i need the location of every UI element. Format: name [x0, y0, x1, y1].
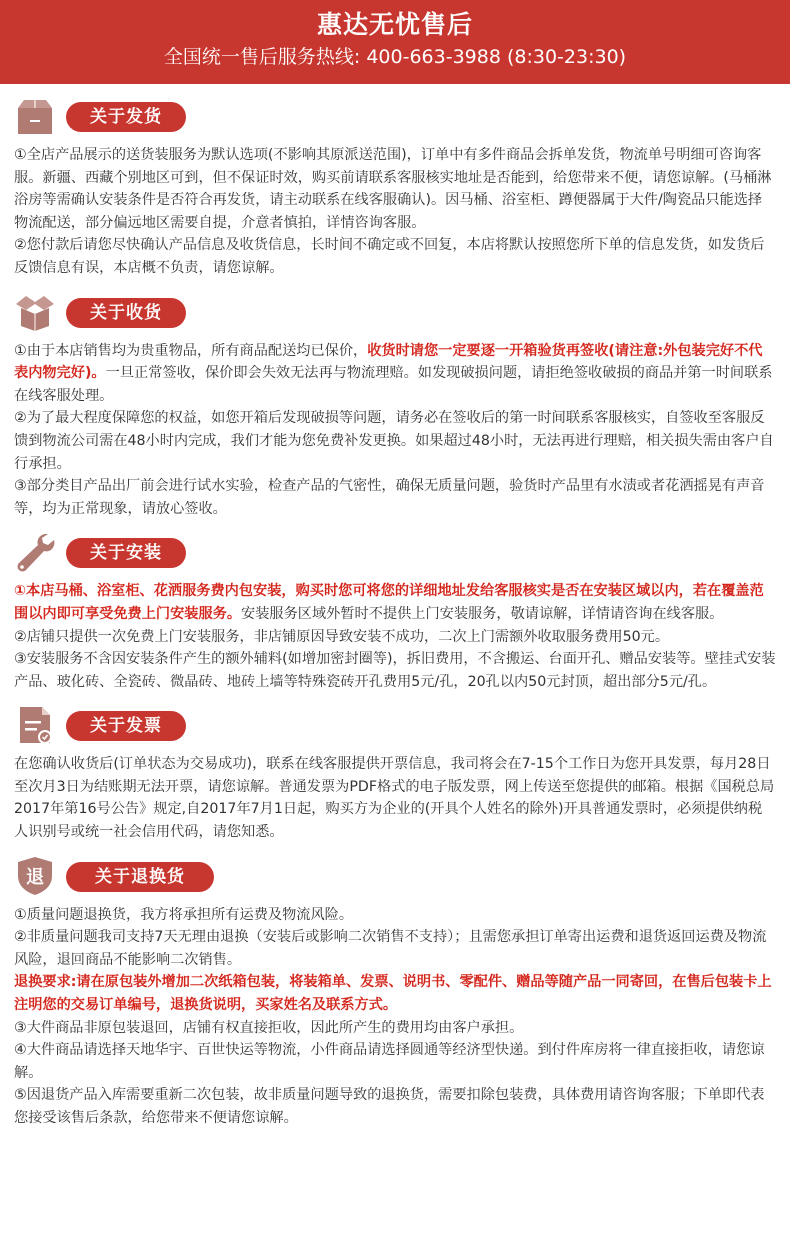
invoice-document-icon — [14, 705, 56, 745]
section-paragraph — [14, 1084, 776, 1129]
paragraph-text: ②为了最大程度保障您的权益，如您开箱后发现破损等问题，请务必在签收后的第一时间联系客服核实，自签收至客服反馈到物流公司需在48小时内完成，我们才能为您免费补发更换。如果超过48小时，无法再进行理赔，相关损失需由客户自行承担。 — [14, 410, 774, 472]
wrench-icon — [14, 532, 56, 572]
section-paragraph — [14, 1017, 776, 1040]
section-body — [0, 580, 790, 693]
open-box-icon — [14, 292, 56, 332]
section-title-pill: 关于发票 — [66, 711, 186, 741]
paragraph-text: 一旦正常签收，保价即会失效无法再与物流理赔。如发现破损问题，请拒绝签收破损的商品并第一时间联系在线客服处理。 — [14, 365, 773, 404]
section-paragraph — [14, 580, 776, 625]
paragraph-text: ②非质量问题我司支持7天无理由退换（安装后或影响二次销售不支持）；且需您承担订单寄出运费和退货返回运费及物流风险，退回商品不能影响二次销售。 — [14, 929, 767, 968]
section-paragraph — [14, 904, 776, 927]
section-paragraph — [14, 648, 776, 693]
paragraph-text: ⑤因退货产品入库需要重新二次包装，故非质量问题导致的退换货，需要扣除包装费，具体费用请咨询客服；下单即代表您接受该售后条款，给您带来不便请您谅解。 — [14, 1087, 765, 1126]
section-paragraph — [14, 407, 776, 475]
section-paragraph — [14, 1039, 776, 1084]
section-paragraph — [14, 234, 776, 279]
section-title-pill: 关于收货 — [66, 298, 186, 328]
section-paragraph — [14, 144, 776, 234]
section-body — [0, 904, 790, 1130]
highlighted-notice-text: 收货时请您一定要逐一开箱验货再签收(请注意:外包装完好不代表内物完好)。 — [14, 342, 763, 382]
section-shipping — [0, 92, 790, 280]
paragraph-text: ①由于本店销售均为贵重物品，所有商品配送均已保价， — [14, 342, 368, 359]
section-receiving — [0, 288, 790, 521]
service-hotline: 全国统一售后服务热线: 400-663-3988 (8:30-23:30) — [163, 46, 627, 68]
paragraph-text: ①全店产品展示的送货装服务为默认选项(不影响其原派送范围)，订单中有多件商品会拆单发货，物流单号明细可咨询客服。新疆、西藏个别地区可到，但不保证时效，购买前请联系客服核实地址是否能到，给您带来不便，请您谅解。(马桶淋浴房等需确认安装条件是否符合再发货，请主动联系在线客服确认)。因马桶、浴室柜、蹲便器属于大件/陶瓷品只能选择物流配送，部分偏远地区需要自提，介意者慎拍，详情咨询客服。 — [14, 147, 772, 231]
paragraph-text: ②您付款后请您尽快确认产品信息及收货信息，长时间不确定或不回复，本店将默认按照您所下单的信息发货，如发货后反馈信息有误，本店概不负责，请您谅解。 — [14, 237, 765, 276]
package-box-icon — [14, 96, 56, 136]
page-title: 惠达无忧售后 — [316, 10, 473, 39]
paragraph-text: ①质量问题退换货，我方将承担所有运费及物流风险。 — [14, 906, 354, 923]
highlighted-notice-text: ①本店马桶、浴室柜、花洒服务费内包安装，购买时您可将您的详细地址发给客服核实是否在安装区域以内，若在覆盖范围以内即可享受免费上门安装服务。 — [14, 583, 764, 622]
section-paragraph — [14, 475, 776, 520]
paragraph-text: 安装服务区域外暂时不提供上门安装服务，敬请谅解，详情请咨询在线客服。 — [241, 605, 724, 622]
section-returns — [0, 852, 790, 1130]
section-paragraph — [14, 926, 776, 971]
section-body — [0, 144, 790, 280]
return-icon-glyph: 退 — [26, 866, 44, 888]
section-body — [0, 753, 790, 843]
section-title-pill: 关于发货 — [66, 102, 186, 132]
return-shield-icon — [14, 856, 56, 896]
section-invoice — [0, 701, 790, 843]
highlighted-notice-text: 退换要求:请在原包装外增加二次纸箱包装，将装箱单、发票、说明书、零配件、赠品等随产品一同寄回，在售后包装卡上注明您的交易订单编号，退换货说明，买家姓名及联系方式。 — [14, 974, 772, 1014]
section-title-pill: 关于退换货 — [66, 862, 214, 892]
section-title-pill: 关于安装 — [66, 538, 186, 568]
paragraph-text: ③安装服务不含因安装条件产生的额外辅料(如增加密封圈等)，拆旧费用，不含搬运、台面开孔、赠品安装等。壁挂式安装产品、玻化砖、全瓷砖、微晶砖、地砖上墙等特殊瓷砖开孔费用5元/孔，20孔以内50元封顶，超出部分5元/孔。 — [14, 651, 776, 690]
section-body — [0, 340, 790, 521]
page-header — [0, 0, 790, 84]
paragraph-text: ②店铺只提供一次免费上门安装服务，非店铺原因导致安装不成功，二次上门需额外收取服务费用50元。 — [14, 628, 670, 645]
paragraph-text: ③部分类目产品出厂前会进行试水实验，检查产品的气密性，确保无质量问题，验货时产品里有水渍或者花洒摇晃有声音等，均为正常现象，请放心签收。 — [14, 478, 765, 517]
section-paragraph — [14, 340, 776, 408]
paragraph-text: ③大件商品非原包装退回，店铺有权直接拒收，因此所产生的费用均由客户承担。 — [14, 1019, 524, 1036]
section-paragraph — [14, 626, 776, 649]
section-paragraph — [14, 753, 776, 843]
section-installation — [0, 528, 790, 693]
section-paragraph — [14, 971, 776, 1016]
paragraph-text: ④大件商品请选择天地华宇、百世快运等物流，小件商品请选择圆通等经济型快递。到付件库房将一律直接拒收，请您谅解。 — [14, 1042, 765, 1081]
paragraph-text: 在您确认收货后(订单状态为交易成功)，联系在线客服提供开票信息，我司将会在7-15个工作日为您开具发票，每月28日至次月3日为结账期无法开票，请您谅解。普通发票为PDF格式的电子版发票，网上传送至您提供的邮箱。根据《国税总局2017年第16号公告》规定,自2017年7月1日起，购买方为企业的(开具个人姓名的除外)开具普通发票时，必须提供纳税人识别号或统一社会信用代码，请您知悉。 — [14, 756, 775, 841]
